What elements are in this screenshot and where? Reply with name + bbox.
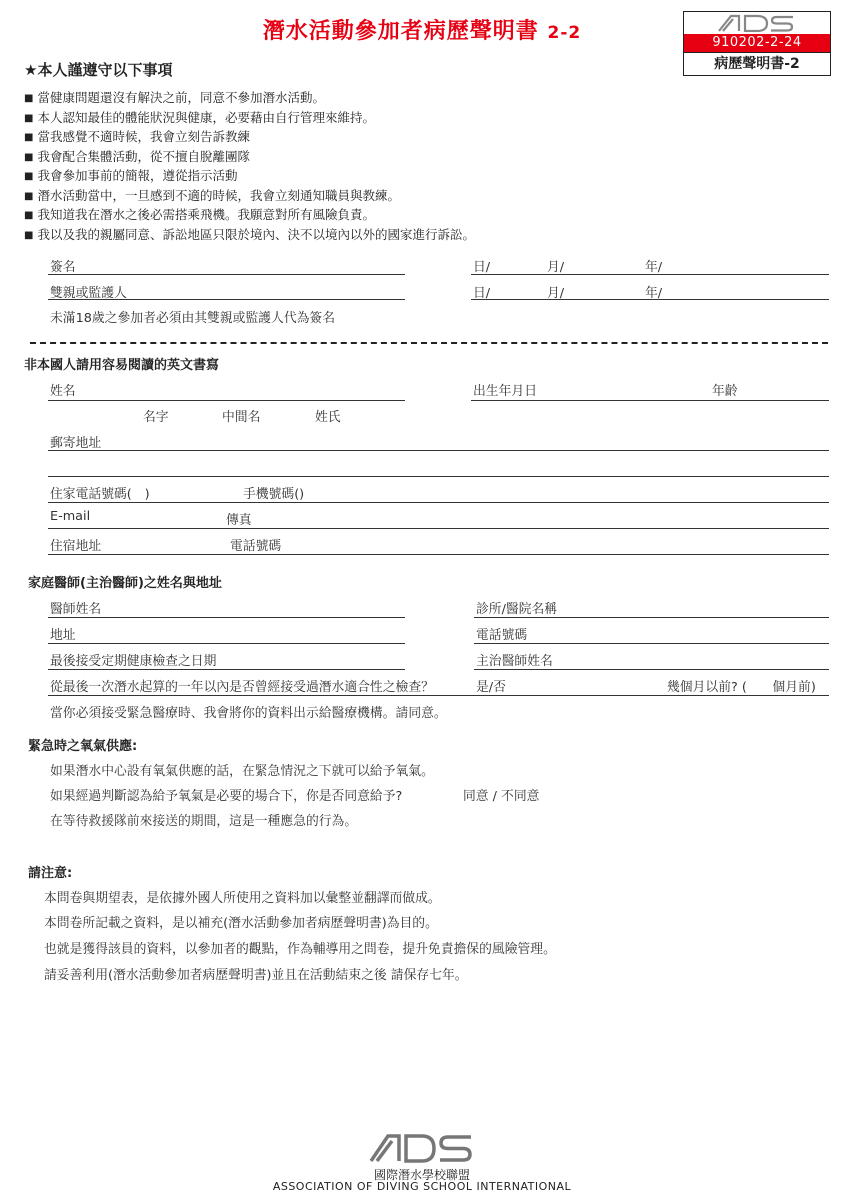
- doctor-address-label: 地址: [50, 628, 76, 643]
- clinic-label: 診所/醫院名稱: [476, 602, 558, 617]
- list-item: ■ 潛水活動當中，一旦感到不適的時候，我會立刻通知職員與教練。: [24, 187, 475, 207]
- list-item: ■ 我以及我的親屬同意、訴訟地區只限於境內、決不以境內以外的國家進行訴訟。: [24, 226, 475, 246]
- sign-field[interactable]: [48, 274, 405, 275]
- guardian-field[interactable]: [48, 299, 405, 300]
- lodging-label: 住宿地址: [50, 539, 102, 554]
- doctor-phone-label: 電話號碼: [476, 628, 528, 643]
- list-item: ■ 我知道我在潛水之後必需搭乘飛機。我願意對所有風險負責。: [24, 206, 475, 226]
- mobile-label: 手機號碼(): [243, 487, 305, 502]
- ads-logo-icon: [368, 1133, 474, 1163]
- fitness-field[interactable]: [48, 695, 829, 696]
- fax-label: 傳真: [226, 513, 252, 528]
- list-item: ■ 我會配合集體活動，從不擅自脫離團隊: [24, 148, 475, 168]
- oxygen-line-2: 如果經過判斷認為給予氧氣是必要的場合下，你是否同意給予?: [50, 789, 403, 804]
- attention-line: 請妥善利用(潛水活動參加者病歷聲明書)並且在活動結束之後 請保存七年。: [44, 968, 468, 983]
- guardian-month: 月/: [547, 286, 565, 301]
- page-title: 潛水活動參加者病歷聲明書 2-2: [262, 19, 582, 44]
- last-check-label: 最後接受定期健康檢查之日期: [50, 654, 217, 669]
- doctor-name-label: 醫師姓名: [50, 602, 102, 617]
- attention-line: 本問卷與期望表，是依據外國人所使用之資料加以彙整並翻譯而做成。: [44, 891, 441, 906]
- mail-address-label: 郵寄地址: [50, 436, 102, 451]
- list-item: ■ 本人認知最佳的體能狀況與健康，必要藉由自行管理來維持。: [24, 109, 475, 129]
- doctor-name-field[interactable]: [48, 617, 405, 618]
- name-field[interactable]: [48, 400, 405, 401]
- doctor-address-field[interactable]: [48, 643, 405, 644]
- attention-line: 也就是獲得該員的資料，以參加者的觀點，作為輔導用之問卷，提升免責擔保的風險管理。: [44, 942, 556, 957]
- doctor-phone-field[interactable]: [474, 643, 829, 644]
- first-name-label: 名字: [143, 410, 169, 425]
- guardian-day: 日/: [473, 286, 491, 301]
- badge-code: 910202-2-24: [684, 34, 830, 52]
- clinic-field[interactable]: [474, 617, 829, 618]
- home-phone-label: 住家電話號碼( ): [50, 487, 150, 502]
- oxygen-line-3: 在等待救援隊前來接送的期間，這是一種應急的行為。: [50, 814, 358, 829]
- fitness-question: 從最後一次潛水起算的一年以內是否曾經接受過潛水適合性之檢查？: [50, 680, 434, 695]
- footer-org-en: ASSOCIATION OF DIVING SCHOOL INTERNATIONAL: [272, 1180, 572, 1193]
- ads-logo: [684, 12, 830, 34]
- attention-line: 本問卷所記載之資料，是以補充(潛水活動參加者病歷聲明書)為目的。: [44, 916, 438, 931]
- footer-org-cn: 國際潛水學校聯盟: [373, 1168, 470, 1182]
- minor-note: 未滿18歲之參加者必須由其雙親或監護人代為簽名: [50, 311, 336, 326]
- sign-year: 年/: [645, 260, 663, 275]
- age-label: 年齡: [712, 384, 738, 399]
- lodging-phone-label: 電話號碼: [230, 539, 282, 554]
- attending-field[interactable]: [474, 669, 829, 670]
- fitness-months-ago: 幾個月以前? ( 個月前): [667, 680, 816, 695]
- oxygen-agree-option[interactable]: 同意 / 不同意: [463, 789, 540, 804]
- foreign-heading: 非本國人請用容易閱讀的英文書寫: [24, 358, 220, 373]
- guardian-label: 雙親或監護人: [50, 286, 127, 301]
- guardian-year: 年/: [645, 286, 663, 301]
- divider: [30, 342, 828, 344]
- birth-field[interactable]: [471, 400, 829, 401]
- notice-list: [24, 89, 475, 245]
- oxygen-line-1: 如果潛水中心設有氧氣供應的話，在緊急情況之下就可以給予氧氣。: [50, 764, 434, 779]
- email-field[interactable]: [48, 528, 829, 529]
- birth-label: 出生年月日: [473, 384, 537, 399]
- notice-heading: ★本人謹遵守以下事項: [24, 61, 173, 79]
- list-item: ■ 當我感覺不適時候，我會立刻告訴教練: [24, 128, 475, 148]
- medical-consent: 當你必須接受緊急醫療時、我會將你的資料出示給醫療機構。請同意。: [50, 706, 447, 721]
- guardian-date-field[interactable]: [471, 299, 829, 300]
- doc-badge: [683, 11, 831, 76]
- last-name-label: 姓氏: [315, 410, 341, 425]
- footer-logo: [368, 1133, 474, 1167]
- sign-day: 日/: [473, 260, 491, 275]
- lodging-field[interactable]: [48, 554, 829, 555]
- oxygen-heading: 緊急時之氧氣供應:: [28, 739, 138, 754]
- badge-doc-name: 病歷聲明書-2: [684, 52, 830, 75]
- last-check-field[interactable]: [48, 669, 405, 670]
- fitness-yes-no[interactable]: 是/否: [476, 680, 506, 695]
- mail-address-field-2[interactable]: [48, 476, 829, 477]
- page-title-suffix: 2-2: [547, 23, 582, 43]
- list-item: ■ 我會參加事前的簡報，遵從指示活動: [24, 167, 475, 187]
- sign-date-field[interactable]: [471, 274, 829, 275]
- email-label: E-mail: [50, 509, 91, 524]
- list-item: ■ 當健康問題還沒有解決之前，同意不參加潛水活動。: [24, 89, 475, 109]
- doctor-heading: 家庭醫師(主治醫師)之姓名與地址: [28, 576, 222, 591]
- attention-heading: 請注意:: [28, 866, 73, 881]
- sign-label: 簽名: [50, 260, 76, 275]
- ads-logo-icon: [717, 14, 797, 32]
- sign-month: 月/: [547, 260, 565, 275]
- phone-field[interactable]: [48, 502, 829, 503]
- middle-name-label: 中間名: [222, 410, 261, 425]
- mail-address-field[interactable]: [48, 450, 829, 451]
- attending-label: 主治醫師姓名: [476, 654, 553, 669]
- name-label: 姓名: [50, 384, 76, 399]
